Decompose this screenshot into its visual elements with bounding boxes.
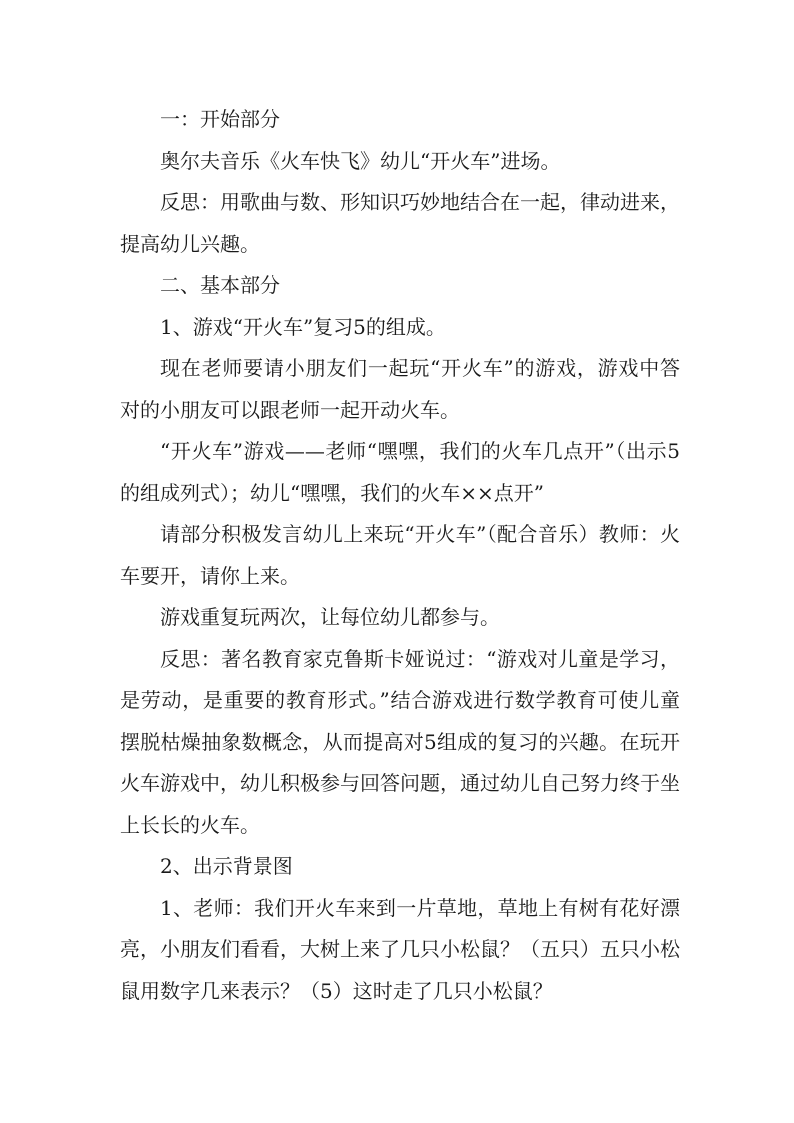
section-heading-start: 一：开始部分 [160, 107, 280, 131]
paragraph-teacher-squirrels: 1、老师：我们开火车来到一片草地，草地上有树有花好漂亮，小朋友们看看，大树上来了几只小松鼠？（五只）五只小松鼠用数字几来表示？（5）这时走了几只小松鼠？ [120, 895, 680, 1003]
paragraph-entry-music: 奥尔夫音乐《火车快飞》幼儿“开火车”进场。 [160, 148, 561, 173]
paragraph-background-title: 2、出示背景图 [160, 854, 293, 878]
paragraph-reflection-1: 反思：用歌曲与数、形知识巧妙地结合在一起，律动进来，提高幼儿兴趣。 [120, 190, 680, 256]
paragraph-reflection-2: 反思：著名教育家克鲁斯卡娅说过：“游戏对儿童是学习，是劳动，是重要的教育形式。”结合游戏进行数学教育可使儿童摆脱枯燥抽象数概念，从而提高对5组成的复习的兴趣。在玩开火车游戏中，幼儿积极参与回答问题，通过幼儿自己努力终于坐上长长的火车。 [120, 646, 680, 837]
paragraph-game-title: 1、游戏“开火车”复习5的组成。 [160, 314, 446, 339]
section-heading-basic: 二、基本部分 [160, 273, 280, 297]
paragraph-game-repeat: 游戏重复玩两次，让每位幼儿都参与。 [160, 605, 500, 629]
paragraph-game-dialogue: “开火车”游戏——老师“嘿嘿，我们的火车几点开”（出示5的组成列式）；幼儿“嘿嘿，我们的火车××点开” [120, 439, 680, 505]
paragraph-game-invite: 请部分积极发言幼儿上来玩“开火车”（配合音乐）教师：火车要开，请你上来。 [120, 522, 680, 588]
paragraph-game-intro: 现在老师要请小朋友们一起玩“开火车”的游戏，游戏中答对的小朋友可以跟老师一起开动火车。 [120, 356, 680, 422]
document-body [120, 99, 680, 1012]
